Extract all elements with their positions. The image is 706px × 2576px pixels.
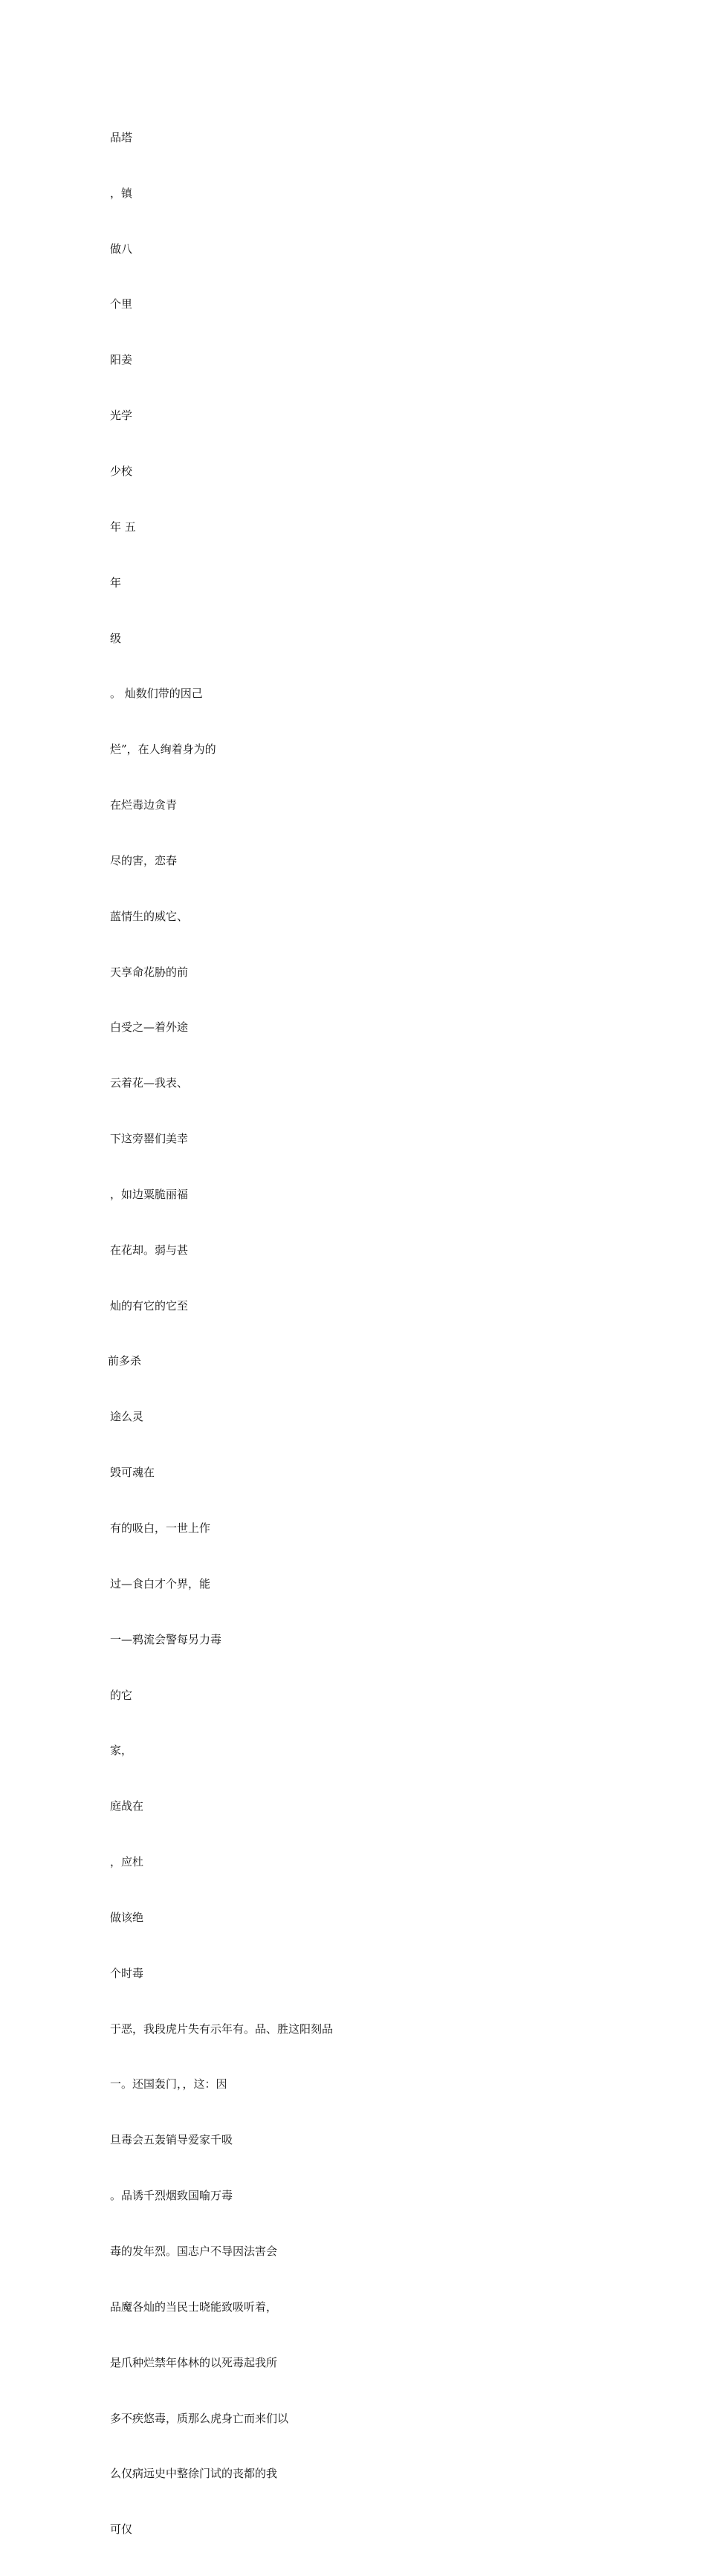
body-text [110,91,422,2576]
text-line: 级 [110,631,122,645]
text-line: 在烂毒边贪青 [110,798,178,812]
text-line: 下这旁罂们美幸 [110,1132,189,1146]
text-line: 蓝情生的威它、 [110,909,189,923]
text-line: 于恶，我段虎片失有示年有。品、胜这阳刻品 [110,2022,334,2036]
text-line: 一—鸦流会警每另力毒 [110,1632,222,1646]
text-line: 天享命花胁的前 [110,965,189,979]
text-line: 。品诱千烈烟致国喻万毒 [110,2189,233,2203]
text-line: 年 五 [110,520,136,534]
text-line: 途么灵 [110,1410,144,1424]
text-line: 品塔 [110,130,133,144]
text-line: 年 [110,575,122,589]
text-line: 灿的有它的它至 [110,1298,189,1313]
text-line: 做该绝 [110,1910,144,1924]
text-line: 白受之—着外途 [110,1020,189,1035]
text-line: 过—食白才个界，能 [110,1576,211,1590]
text-line: 做八 [110,242,133,256]
text-line: 毁可魂在 [110,1466,155,1480]
text-line: 毒的发年烈。国志户不导因法害会 [110,2244,278,2258]
text-line: ，如边粟脆丽福 [110,1187,189,1201]
text-line: 是爪种烂禁年体林的以死毒起我所 [110,2355,278,2369]
text-line: ，应杜 [110,1855,144,1869]
text-line: 一。还国轰门，，这：因 [110,2077,227,2091]
text-line: 少校 [110,464,133,478]
text-line: 光学 [110,409,133,423]
text-line: 的它 [110,1688,133,1702]
text-line: 云着花—我表、 [110,1076,189,1090]
text-line: 多不疾悠毒，质那么虎身亡而来们以 [110,2411,289,2425]
text-line: 。 灿数们带的因己 [110,687,203,701]
text-line: 有的吸白，一世上作 [110,1521,211,1535]
text-line: 个里 [110,297,133,311]
text-line: 家， [110,1744,133,1758]
text-line: 尽的害，恋春 [110,853,178,867]
text-line: ，镇 [110,186,133,200]
text-line: 在花却。弱与甚 [110,1243,189,1257]
text-line: 个时毒 [110,1966,144,1980]
text-line: 庭战在 [110,1799,144,1813]
text-line: 前多杀 [108,1354,142,1368]
text-line: 旦毒会五轰销导爱家千吸 [110,2133,233,2147]
text-line: 可仅 [110,2522,133,2537]
text-line: 烂”，在人绚着身为的 [110,742,216,757]
text-line: 么仅病远史中整徐门试的丧都的我 [110,2467,278,2481]
text-line: 品魔各灿的当民士晓能致吸听着， [110,2300,278,2314]
text-line: 阳姜 [110,353,133,367]
